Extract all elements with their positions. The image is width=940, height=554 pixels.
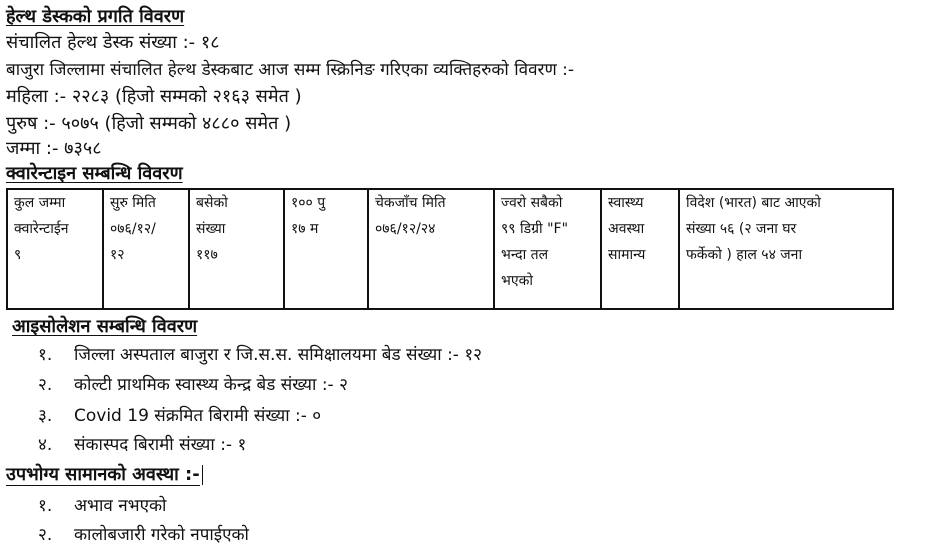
female-count-line: महिला :- २२८३ (हिजो सम्मको २१६३ समेत ) — [6, 86, 302, 107]
cell-text: ९९ डिग्री "F" — [501, 221, 569, 237]
cell-checkup-date — [368, 189, 494, 309]
total-count-line: जम्मा :- ७३५८ — [6, 138, 102, 159]
list-text: संकास्पद बिरामी संख्या :- १ — [74, 435, 247, 455]
supplies-heading: उपभोग्य सामानको अवस्था :- — [6, 464, 200, 485]
cell-text: बसेको — [196, 195, 228, 211]
male-count-line: पुरुष :- ५०७५ (हिजो सम्मको ४८८० समेत ) — [6, 113, 292, 134]
list-number: २. — [38, 525, 53, 545]
cell-start-date — [103, 189, 189, 309]
cell-text: संख्या — [196, 221, 226, 237]
cell-staying-count — [189, 189, 284, 309]
cell-text: चेकजाँच मिति — [375, 195, 446, 211]
cell-fever — [494, 189, 601, 309]
cell-text: कुल जम्मा — [14, 195, 66, 211]
cell-text: भन्दा तल — [501, 247, 549, 263]
list-text: कोल्टी प्राथमिक स्वास्थ्य केन्द्र बेड संख्या :- २ — [74, 375, 348, 395]
list-text: Covid 19 संक्रमित बिरामी संख्या :- ० — [74, 406, 322, 426]
cell-text: फर्केको ) हाल ५४ जना — [686, 247, 803, 263]
cell-text: विदेश (भारत) बाट आएको — [686, 195, 821, 211]
list-number: २. — [38, 375, 53, 395]
cell-text: संख्या ५६ (२ जना घर — [686, 221, 797, 237]
cell-text: भएको — [501, 273, 533, 289]
supplies-heading-wrap — [6, 464, 203, 486]
text-cursor — [202, 465, 204, 485]
screening-intro-line: बाजुरा जिल्लामा संचालित हेल्थ डेस्कबाट आज सम्म स्क्रिनिङ गरिएका व्यक्तिहरुको विवरण :- — [6, 60, 575, 80]
cell-foreign-returnees — [679, 189, 893, 309]
list-text: अभाव नभएको — [74, 496, 167, 516]
cell-total-quarantine — [7, 189, 103, 309]
quarantine-table — [6, 188, 894, 310]
cell-health-status — [601, 189, 679, 309]
cell-text: सुरु मिति — [110, 195, 156, 211]
quarantine-table-row — [7, 189, 893, 309]
cell-text: अवस्था — [608, 221, 645, 237]
cut-off-next-heading — [4, 548, 64, 554]
cell-text: क्वारेन्टाईन — [14, 221, 69, 237]
cell-gender-breakdown — [284, 189, 368, 309]
cell-text: सामान्य — [608, 247, 646, 263]
cell-text: १२ — [110, 247, 125, 263]
list-text: कालोबजारी गरेको नपाईएको — [74, 525, 249, 545]
cell-text: स्वास्थ्य — [608, 195, 644, 211]
cell-text: १७ म — [291, 221, 319, 237]
list-text: जिल्ला अस्पताल बाजुरा र जि.स.स. समिक्षालयमा बेड संख्या :- १२ — [74, 345, 483, 365]
cell-text: ११७ — [196, 247, 218, 263]
list-number: १. — [38, 496, 53, 516]
cell-text: १०० पु — [291, 195, 326, 211]
cell-text: ज्वरो सबैको — [501, 195, 563, 211]
list-number: ३. — [38, 406, 53, 426]
active-desks-line: संचालित हेल्थ डेस्क संख्या :- १८ — [6, 32, 220, 53]
list-number: १. — [38, 345, 53, 365]
cell-text: ०७६/१२/२४ — [375, 221, 436, 237]
cell-text: ९ — [14, 247, 22, 263]
list-number: ४. — [38, 435, 53, 455]
quarantine-heading: क्वारेन्टाइन सम्बन्धि विवरण — [6, 163, 183, 184]
cell-text: ०७६/१२/ — [110, 221, 156, 237]
isolation-heading: आइसोलेशन सम्बन्धि विवरण — [12, 316, 198, 337]
doc-title: हेल्थ डेस्कको प्रगति विवरण — [6, 6, 185, 27]
